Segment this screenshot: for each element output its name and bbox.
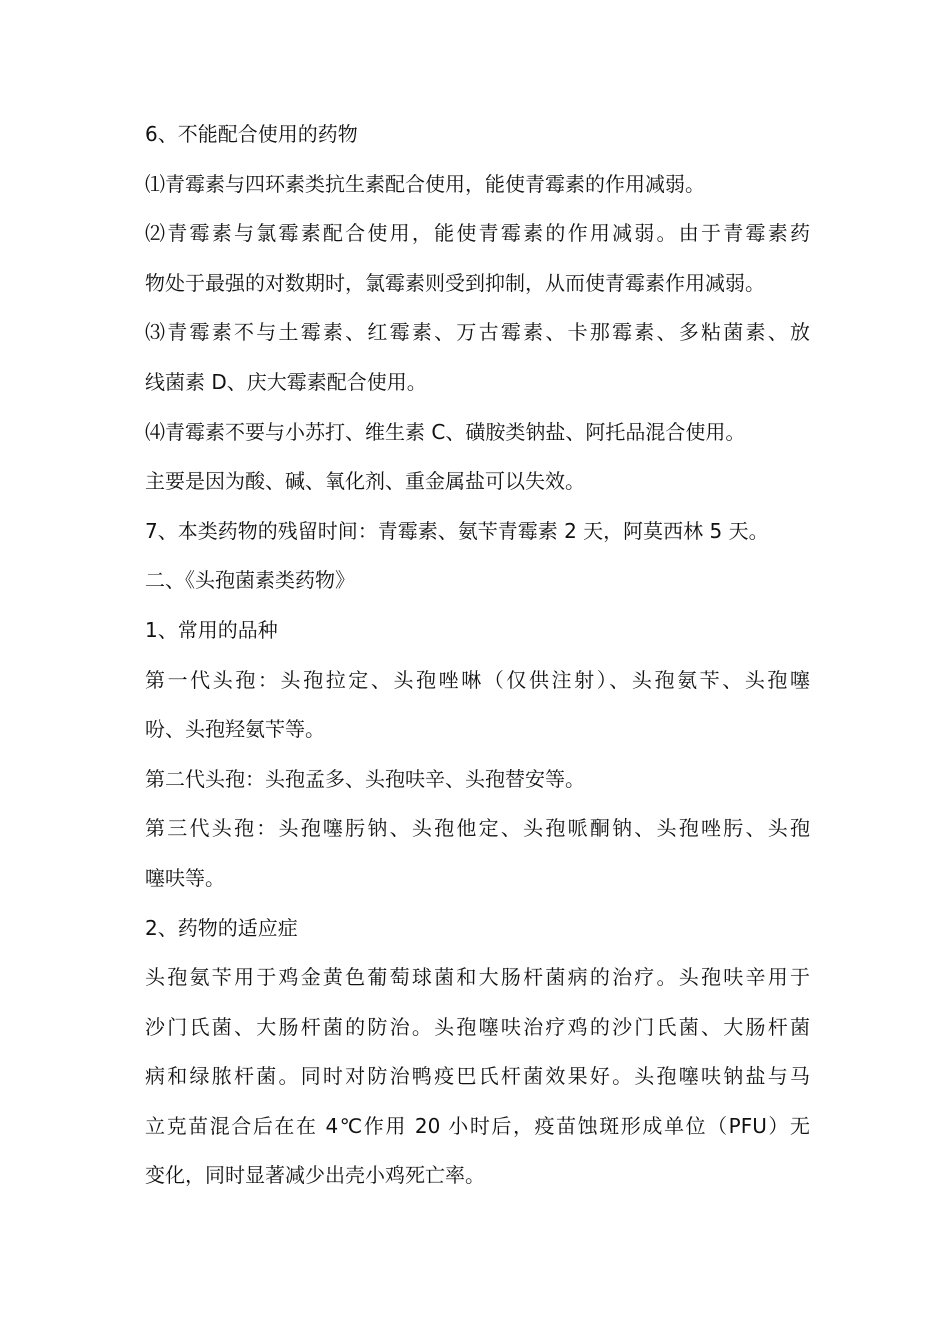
paragraph-line: 主要是因为酸、碱、氧化剂、重金属盐可以失效。: [145, 469, 585, 494]
section-heading-common-varieties: 1、常用的品种: [145, 617, 278, 642]
paragraph-line: 变化，同时显著减少出壳小鸡死亡率。: [145, 1163, 485, 1188]
paragraph-line: 第二代头孢：头孢孟多、头孢呋辛、头孢替安等。: [145, 766, 585, 791]
paragraph-line: 头孢氨苄用于鸡金黄色葡萄球菌和大肠杆菌病的治疗。头孢呋辛用于: [145, 965, 810, 990]
section-heading-residue-time: 7、本类药物的残留时间：青霉素、氨苄青霉素 2 天，阿莫西林 5 天。: [145, 518, 769, 543]
paragraph-line: ⑴青霉素与四环素类抗生素配合使用，能使青霉素的作用减弱。: [145, 171, 705, 196]
paragraph-line: 病和绿脓杆菌。同时对防治鸭疫巴氏杆菌效果好。头孢噻呋钠盐与马: [145, 1064, 810, 1089]
section-heading-incompatible-drugs: 6、不能配合使用的药物: [145, 122, 358, 146]
paragraph-line: 线菌素 D、庆大霉素配合使用。: [145, 369, 427, 394]
document-body: [145, 110, 810, 1201]
section-heading-indications: 2、药物的适应症: [145, 915, 298, 940]
chapter-heading-cephalosporins: 二、《头孢菌素类药物》: [145, 568, 355, 593]
paragraph-line: ⑵青霉素与氯霉素配合使用，能使青霉素的作用减弱。由于青霉素药: [145, 221, 810, 246]
paragraph-line: 立克苗混合后在在 4℃作用 20 小时后，疫苗蚀斑形成单位（PFU）无: [145, 1113, 810, 1138]
paragraph-line: 物处于最强的对数期时，氯霉素则受到抑制，从而使青霉素作用减弱。: [145, 270, 765, 295]
paragraph-line: ⑶青霉素不与土霉素、红霉素、万古霉素、卡那霉素、多粘菌素、放: [145, 320, 810, 345]
paragraph-line: 第一代头孢：头孢拉定、头孢唑啉（仅供注射）、头孢氨苄、头孢噻: [145, 667, 810, 692]
paragraph-line: ⑷青霉素不要与小苏打、维生素 C、磺胺类钠盐、阿托品混合使用。: [145, 419, 746, 444]
paragraph-line: 第三代头孢：头孢噻肟钠、头孢他定、头孢哌酮钠、头孢唑肟、头孢: [145, 816, 810, 841]
paragraph-line: 吩、头孢羟氨苄等。: [145, 717, 325, 742]
paragraph-line: 噻呋等。: [145, 865, 225, 890]
paragraph-line: 沙门氏菌、大肠杆菌的防治。头孢噻呋治疗鸡的沙门氏菌、大肠杆菌: [145, 1014, 810, 1039]
